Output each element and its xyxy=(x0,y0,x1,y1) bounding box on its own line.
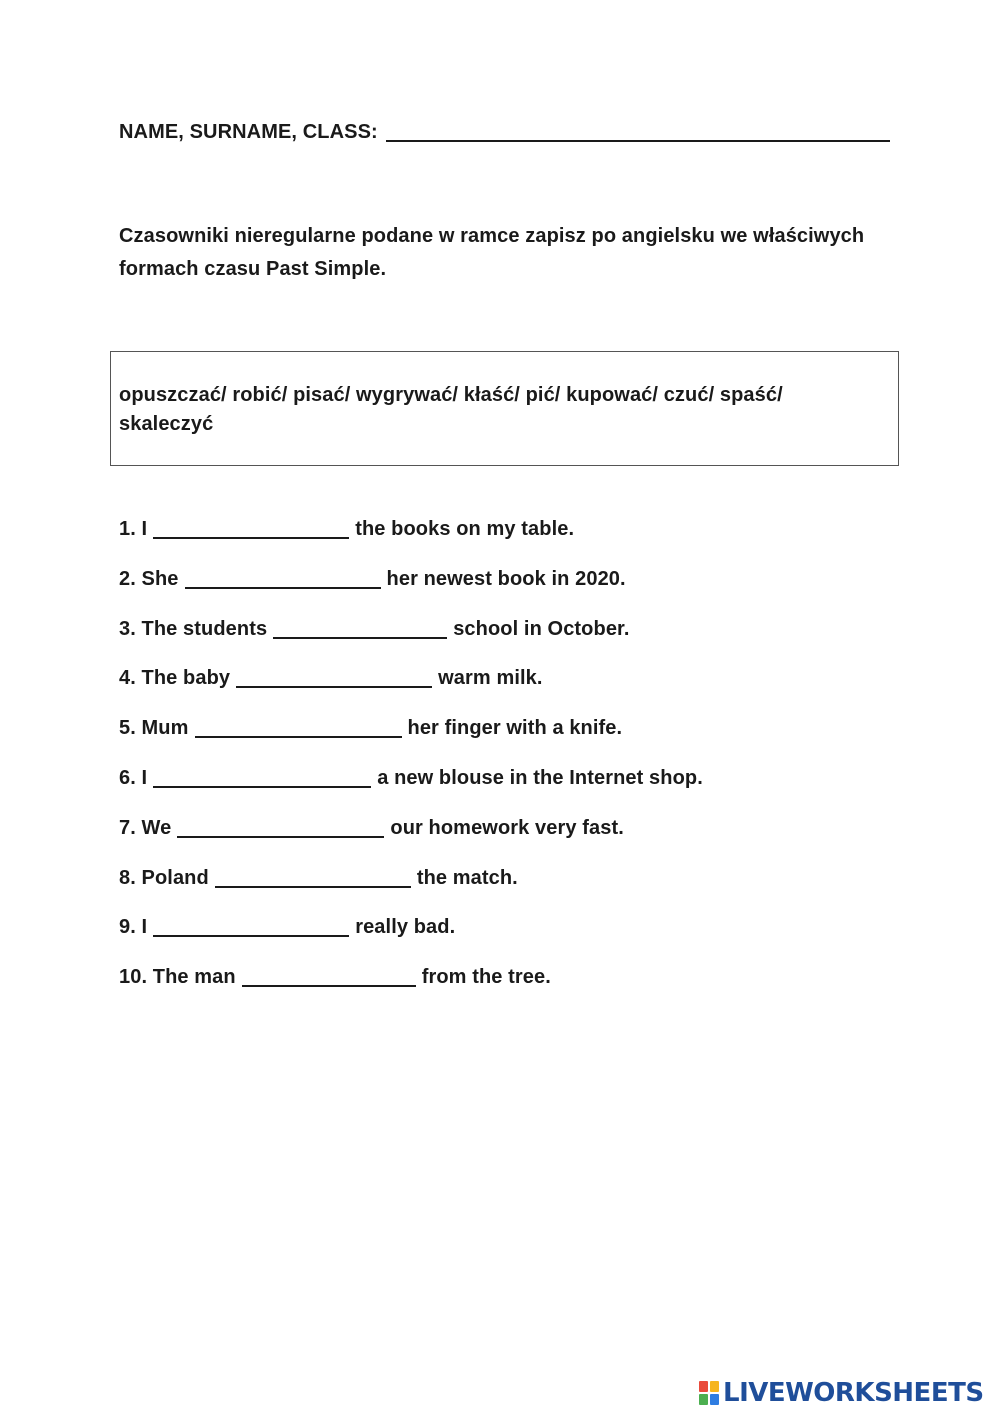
word-box xyxy=(110,351,899,466)
answer-blank[interactable] xyxy=(215,886,411,888)
exercise-prefix: 3. The students xyxy=(119,617,268,640)
exercise-item xyxy=(119,966,703,1016)
word-box-line-2: skaleczyć xyxy=(119,413,214,435)
answer-blank[interactable] xyxy=(177,836,384,838)
exercise-prefix: 10. The man xyxy=(119,966,236,989)
exercise-suffix: the books on my table. xyxy=(355,518,575,540)
exercise-item xyxy=(119,618,703,668)
answer-blank[interactable] xyxy=(153,786,371,788)
logo-tile xyxy=(710,1394,719,1405)
logo-text: LIVEWORKSHEETS xyxy=(723,1378,984,1408)
instruction-text: Czasowniki nieregularne podane w ramce zapisz po angielsku we właściwych formach czasu Past Simple. xyxy=(119,225,865,280)
answer-blank[interactable] xyxy=(273,637,447,639)
exercise-suffix: her finger with a knife. xyxy=(407,717,623,740)
exercise-prefix: 7. We xyxy=(119,816,172,839)
word-box-line-1: opuszczać/ robić/ pisać/ wygrywać/ kłaść/ pić/ kupować/ czuć/ spaść/ xyxy=(119,384,783,406)
exercise-item xyxy=(119,817,703,867)
exercise-item xyxy=(119,867,703,917)
liveworksheets-logo[interactable] xyxy=(698,1377,984,1409)
exercise-prefix: 2. She xyxy=(119,567,179,590)
name-surname-class-line xyxy=(119,121,890,144)
exercise-suffix: from the tree. xyxy=(421,966,551,989)
logo-tile xyxy=(699,1381,708,1392)
exercise-suffix: her newest book in 2020. xyxy=(386,567,626,590)
exercise-item xyxy=(119,767,703,817)
word-box-words xyxy=(119,381,839,439)
name-answer-blank[interactable] xyxy=(386,140,890,142)
logo-tile xyxy=(710,1381,719,1392)
exercise-prefix: 5. Mum xyxy=(119,717,189,740)
exercise-prefix: 6. I xyxy=(119,766,148,789)
exercise-suffix: school in October. xyxy=(453,617,630,640)
exercise-item xyxy=(119,568,703,618)
exercise-suffix: a new blouse in the Internet shop. xyxy=(377,766,703,789)
name-label: NAME, SURNAME, CLASS: xyxy=(119,121,378,143)
exercise-prefix: 4. The baby xyxy=(119,667,231,690)
exercise-suffix: really bad. xyxy=(355,916,456,939)
exercise-suffix: the match. xyxy=(416,866,518,889)
exercise-suffix: warm milk. xyxy=(438,667,543,690)
liveworksheets-logo-icon xyxy=(698,1380,720,1406)
exercise-item xyxy=(119,667,703,717)
exercise-prefix: 1. I xyxy=(119,518,148,540)
answer-blank[interactable] xyxy=(153,935,349,937)
logo-tile xyxy=(699,1394,708,1405)
exercise-item xyxy=(119,518,703,568)
exercise-suffix: our homework very fast. xyxy=(390,816,624,839)
exercise-item xyxy=(119,717,703,767)
exercise-list xyxy=(119,518,703,1016)
exercise-prefix: 8. Poland xyxy=(119,866,209,889)
answer-blank[interactable] xyxy=(153,537,349,539)
answer-blank[interactable] xyxy=(195,736,402,738)
exercise-prefix: 9. I xyxy=(119,916,148,939)
answer-blank[interactable] xyxy=(185,587,381,589)
answer-blank[interactable] xyxy=(236,686,432,688)
answer-blank[interactable] xyxy=(242,985,416,987)
exercise-item xyxy=(119,916,703,966)
